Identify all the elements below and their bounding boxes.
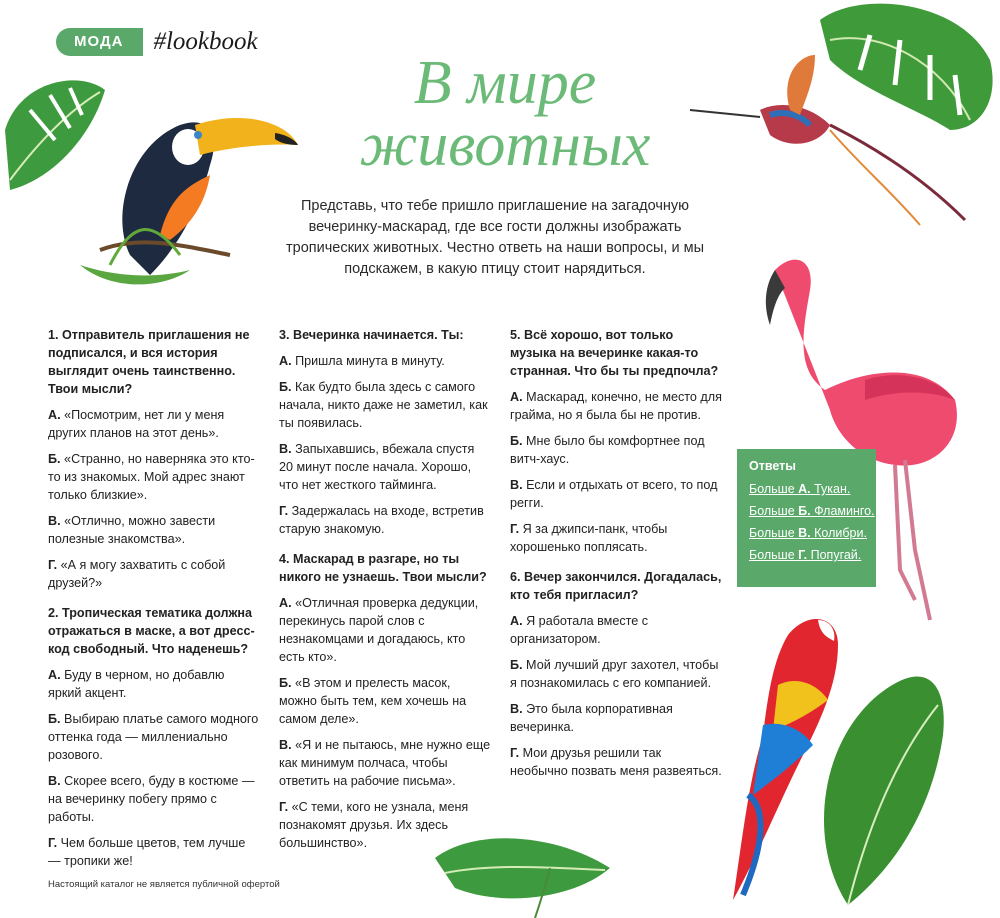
column-3 [510,326,722,792]
answer-letter: Б. [510,658,523,672]
answer-option [48,512,260,548]
answer-letter: Б. [510,434,523,448]
result-item [749,548,876,562]
answer-option [279,352,491,370]
answer-letter: А. [510,614,523,628]
answer-text: Я работала вместе с организатором. [510,614,649,646]
hashtag-label: #lookbook [153,28,258,55]
results-box [737,449,876,587]
intro-paragraph: Представь, что тебе пришло приглашение на загадочную вечеринку-маскарад, где все гости должны изображать тропических животных. Честно ответь на наши вопросы, и мы подскажем, в какую птицу стоит нарядиться. [286,198,704,277]
answer-option [510,388,722,424]
result-item [749,526,876,540]
answer-letter: Б. [279,676,292,690]
result-bird: Попугай. [807,548,862,562]
answer-option [279,594,491,666]
result-prefix: Больше [749,548,799,562]
answer-text: Выбираю платье самого модного оттенка года — миллениально розового. [48,712,259,762]
result-letter: А. [798,482,811,496]
question-block-4 [279,550,491,852]
answer-letter: Г. [48,558,58,572]
answer-option [279,378,491,432]
answer-option [279,674,491,728]
answer-text: Если и отдыхать от всего, то под регги. [510,478,718,510]
answer-letter: А. [279,354,292,368]
answer-option [279,440,491,494]
answer-letter: А. [48,668,61,682]
answer-option [279,798,491,852]
results-list [749,482,876,562]
answer-option [510,744,722,780]
answer-letter: Г. [510,746,520,760]
answer-option [48,556,260,592]
page-title [320,49,690,179]
question-text: 2. Тропическая тематика должна отражаться в маске, а вот дресс-код свободный. Что наденешь? [48,606,255,656]
answer-text: «Посмотрим, нет ли у меня других планов на этот день». [48,408,225,440]
answer-option [510,432,722,468]
question-text: 1. Отправитель приглашения не подписался, и вся история выглядит очень таинственно. Твои мысли? [48,328,250,396]
answer-option [48,710,260,764]
title-line-2: животных [359,111,651,179]
results-heading: Ответы [749,459,796,473]
answer-text: Мой лучший друг захотел, чтобы я познакомилась с его компанией. [510,658,719,690]
question-block-2 [48,604,260,870]
answer-text: Пришла минута в минуту. [291,354,445,368]
result-letter: Б. [798,504,811,518]
answer-text: Маскарад, конечно, не место для грайма, но я была бы не против. [510,390,722,422]
answer-option [48,772,260,826]
column-1 [48,326,260,882]
question-block-3 [279,326,491,538]
answer-option [48,406,260,442]
result-bird: Фламинго. [810,504,875,518]
answer-option [510,656,722,692]
toucan-illustration [70,105,310,295]
answer-letter: В. [279,442,292,456]
answer-text: Задержалась на входе, встретив старую знакомую. [279,504,484,536]
answer-text: «А я могу захватить с собой друзей?» [48,558,226,590]
parrot-and-leaf-illustration [718,605,948,915]
result-prefix: Больше [749,504,799,518]
answer-option [48,834,260,870]
answer-letter: В. [48,774,61,788]
section-tag [56,28,258,56]
answer-text: Мои друзья решили так необычно позвать меня развеяться. [510,746,722,778]
result-bird: Колибри. [810,526,867,540]
answer-text: «Я и не пытаюсь, мне нужно еще как минимум полчаса, чтобы ответить на рабочие письма». [279,738,491,788]
answer-text: Буду в черном, но добавлю яркий акцент. [48,668,225,700]
answer-option [510,520,722,556]
answer-text: «Странно, но наверняка это кто-то из знакомых. Мой адрес знают только близкие». [48,452,255,502]
result-item [749,504,876,518]
question-text: 3. Вечеринка начинается. Ты: [279,328,464,342]
answer-letter: В. [510,702,523,716]
question-text: 5. Всё хорошо, вот только музыка на вечеринке какая-то странная. Что бы ты предпочла? [510,328,719,378]
answer-letter: В. [279,738,292,752]
question-text: 4. Маскарад в разгаре, но ты никого не узнаешь. Твои мысли? [279,552,487,584]
answer-option [48,450,260,504]
footer-disclaimer: Настоящий каталог не является публичной офертой [48,879,280,890]
answer-letter: А. [510,390,523,404]
answer-letter: Г. [48,836,58,850]
question-text: 6. Вечер закончился. Догадалась, кто тебя пригласил? [510,570,722,602]
question-block-6 [510,568,722,780]
answer-letter: А. [48,408,61,422]
answer-letter: Г. [510,522,520,536]
result-letter: В. [798,526,811,540]
answer-letter: Б. [279,380,292,394]
result-bird: Тукан. [810,482,851,496]
answer-text: Чем больше цветов, тем лучше — тропики же! [48,836,246,868]
answer-text: Как будто была здесь с самого начала, никто даже не заметил, как ты появилась. [279,380,488,430]
answer-letter: Г. [279,504,289,518]
answer-text: «С теми, кого не узнала, меня познакомят друзья. Их здесь большинство». [279,800,469,850]
answer-letter: Б. [48,712,61,726]
answer-text: Это была корпоративная вечеринка. [510,702,673,734]
answer-letter: Б. [48,452,61,466]
answer-text: «Отличная проверка дедукции, перекинусь парой слов с незнакомцами и догадаюсь, кто есть кто». [279,596,479,664]
section-label: МОДА [56,28,143,56]
answer-text: «В этом и прелесть масок, можно быть тем, кем хочешь на самом деле». [279,676,467,726]
question-block-5 [510,326,722,556]
result-prefix: Больше [749,526,799,540]
answer-option [48,666,260,702]
answer-option [510,612,722,648]
answer-text: Запыхавшись, вбежала спустя 20 минут после начала. Хорошо, что нет жесткого тайминга. [279,442,475,492]
result-prefix: Больше [749,482,799,496]
answer-option [510,476,722,512]
answer-option [279,736,491,790]
question-block-1 [48,326,260,592]
answer-text: Мне было бы комфортнее под витч-хаус. [510,434,705,466]
answer-option [279,502,491,538]
hummingbird-illustration [690,55,970,235]
answer-letter: В. [510,478,523,492]
column-2 [279,326,491,864]
result-item [749,482,876,496]
answer-text: Я за джипси-панк, чтобы хорошенько поплясать. [510,522,668,554]
answer-letter: В. [48,514,61,528]
answer-option [510,700,722,736]
answer-text: «Отлично, можно завести полезные знакомства». [48,514,216,546]
title-line-1: В мире [413,49,597,117]
result-letter: Г. [798,548,808,562]
answer-letter: Г. [279,800,289,814]
answer-letter: А. [279,596,292,610]
answer-text: Скорее всего, буду в костюме — на вечеринку побегу прямо с работы. [48,774,255,824]
